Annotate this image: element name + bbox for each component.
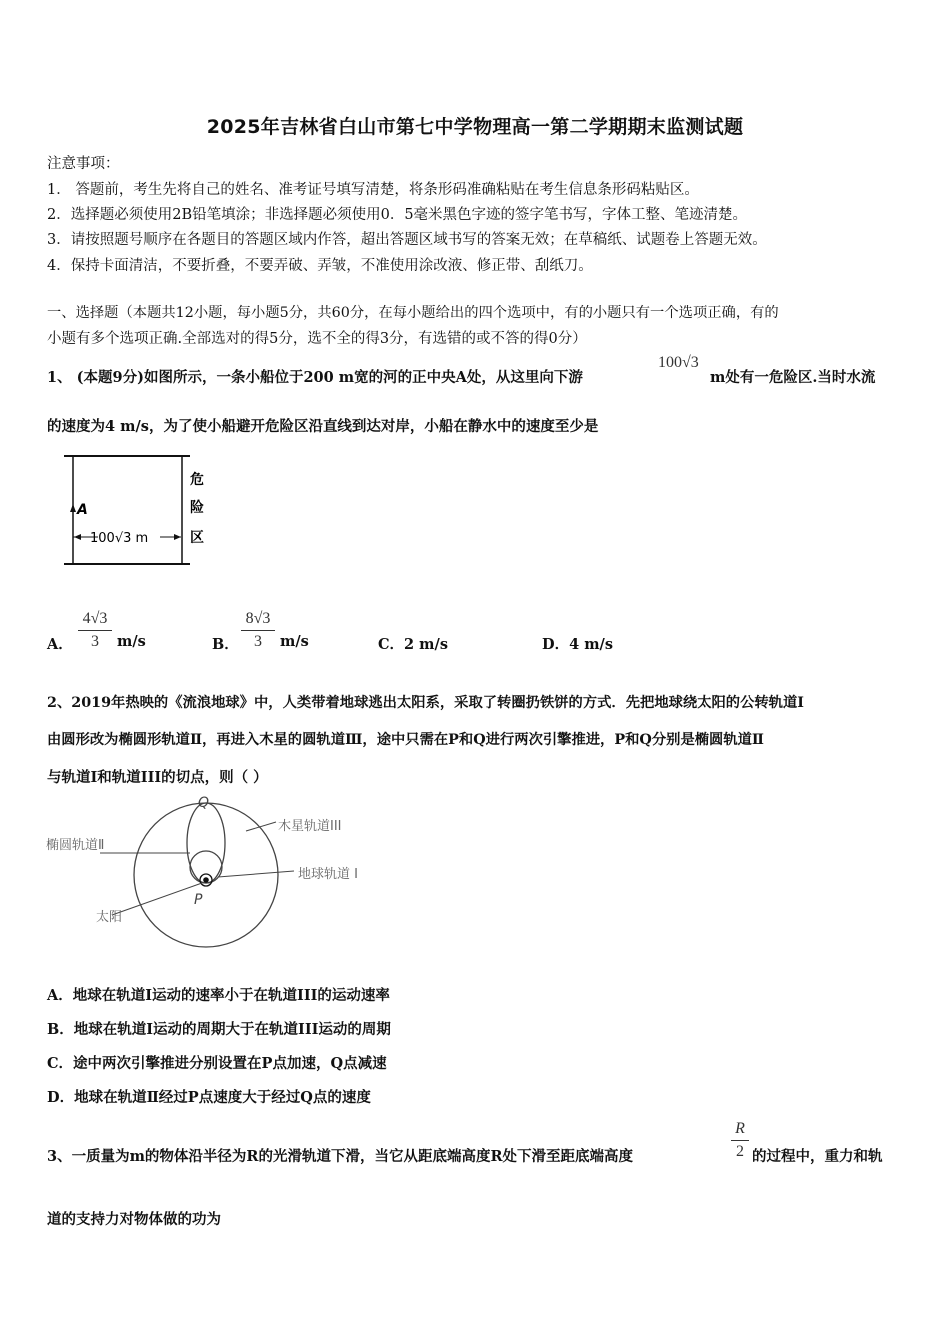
orbit-i-pointer [218, 871, 294, 877]
q1-text-part1: 1、 (本题9分)如图所示，一条小船位于200 m宽的河的正中央A处，从这里向下游 [47, 369, 583, 386]
q2-label-sun: 太阳 [96, 910, 123, 925]
q2-label-p: P [194, 892, 203, 908]
q3-fraction [731, 1120, 749, 1161]
q2-orbit-figure [40, 795, 380, 955]
notice-item-2: 2．选择题必须使用2B铅笔填涂；非选择题必须使用0．5毫米黑色字迹的签字笔书写，字体工整、笔迹清楚。 [47, 207, 748, 223]
q3-text-line2: 道的支持力对物体做的功为 [47, 1211, 221, 1228]
q1-text-line2: 的速度为4 m/s，为了使小船避开危险区沿直线到达对岸，小船在静水中的速度至少是 [47, 418, 599, 435]
notice-item-3: 3．请按照题号顺序在各题目的答题区域内作答，超出答题区域书写的答案无效；在草稿纸、试题卷上答题无效。 [47, 232, 767, 248]
q1-option-a-den: 3 [91, 633, 99, 650]
q2-label-orbit3: 木星轨道III [278, 819, 342, 834]
orbit-iii-circle [134, 803, 278, 947]
q2-label-orbit2: 椭圆轨道Ⅱ [46, 838, 105, 853]
q3-frac-den: 2 [736, 1143, 744, 1160]
q1-dist-label: 100√3 m [90, 531, 149, 546]
q2-label-q: Q [198, 795, 210, 811]
q1-danger-char-2: 险 [190, 500, 204, 516]
sun-pointer [112, 883, 202, 915]
sun-dot [203, 877, 209, 883]
q3-text-part1: 3、一质量为m的物体沿半径为R的光滑轨道下滑，当它从距底端高度R处下滑至距底端高度 [47, 1148, 634, 1165]
q2-text-line1: 2、2019年热映的《流浪地球》中，人类带着地球逃出太阳系，采取了转圈扔铁饼的方式．先把地球绕太阳的公转轨道I [47, 695, 804, 711]
q2-option-a: A．地球在轨道I运动的速率小于在轨道III的运动速率 [47, 987, 390, 1004]
q1-option-b-fraction [241, 610, 275, 651]
q1-option-b-label: B． [212, 636, 239, 653]
q1-option-b-unit: m/s [280, 633, 309, 650]
orbit-iii-pointer [246, 822, 276, 831]
q1-label-a: A [77, 502, 88, 518]
q1-river-figure [60, 448, 220, 573]
q3-text-part2: 的过程中，重力和轨 [752, 1148, 883, 1165]
page-title: 2025年吉林省白山市第七中学物理高一第二学期期末监测试题 [206, 116, 744, 138]
q1-math-distance: 100√3 [658, 354, 699, 371]
q1-danger-char-1: 危 [190, 472, 204, 488]
q2-option-c: C．途中两次引擎推进分别设置在P点加速，Q点减速 [47, 1055, 387, 1072]
q1-danger-char-3: 区 [190, 530, 204, 546]
q2-option-b: B．地球在轨道I运动的周期大于在轨道III运动的周期 [47, 1021, 391, 1038]
q1-option-c: C．2 m/s [378, 636, 448, 653]
orbit-ii-ellipse [187, 803, 225, 883]
q1-option-b-den: 3 [254, 633, 262, 650]
q2-text-line2: 由圆形改为椭圆形轨道Ⅱ，再进入木星的圆轨道Ⅲ，途中只需在P和Q进行两次引擎推进，P和Q分别是椭圆轨道Ⅱ [47, 732, 764, 748]
q2-option-d: D．地球在轨道Ⅱ经过P点速度大于经过Q点的速度 [47, 1089, 371, 1106]
section-heading-line2: 小题有多个选项正确.全部选对的得5分，选不全的得3分，有选错的或不答的得0分） [47, 331, 587, 347]
notice-heading: 注意事项： [47, 156, 120, 172]
q1-option-b-num: 8√3 [245, 610, 271, 627]
q2-label-orbit1: 地球轨道 I [298, 867, 358, 882]
q2-text-line3: 与轨道I和轨道III的切点，则（ ） [47, 769, 268, 786]
notice-item-4: 4．保持卡面清洁，不要折叠，不要弄破、弄皱，不准使用涂改液、修正带、刮纸刀。 [47, 258, 593, 274]
q1-option-a-fraction [78, 610, 112, 651]
q1-option-d: D．4 m/s [542, 636, 614, 653]
notice-item-1: 1． 答题前，考生先将自己的姓名、准考证号填写清楚，将条形码准确粘贴在考生信息条形码粘贴区。 [47, 182, 699, 198]
q1-option-a-num: 4√3 [82, 610, 108, 627]
q1-option-a-unit: m/s [117, 633, 146, 650]
q3-frac-num: R [735, 1120, 745, 1137]
section-heading-line1: 一、选择题（本题共12小题，每小题5分，共60分，在每小题给出的四个选项中，有的小题只有一个选项正确，有的 [47, 305, 779, 321]
q1-text-part2: m处有一危险区.当时水流 [710, 369, 876, 386]
q1-option-a-label: A． [47, 636, 73, 653]
